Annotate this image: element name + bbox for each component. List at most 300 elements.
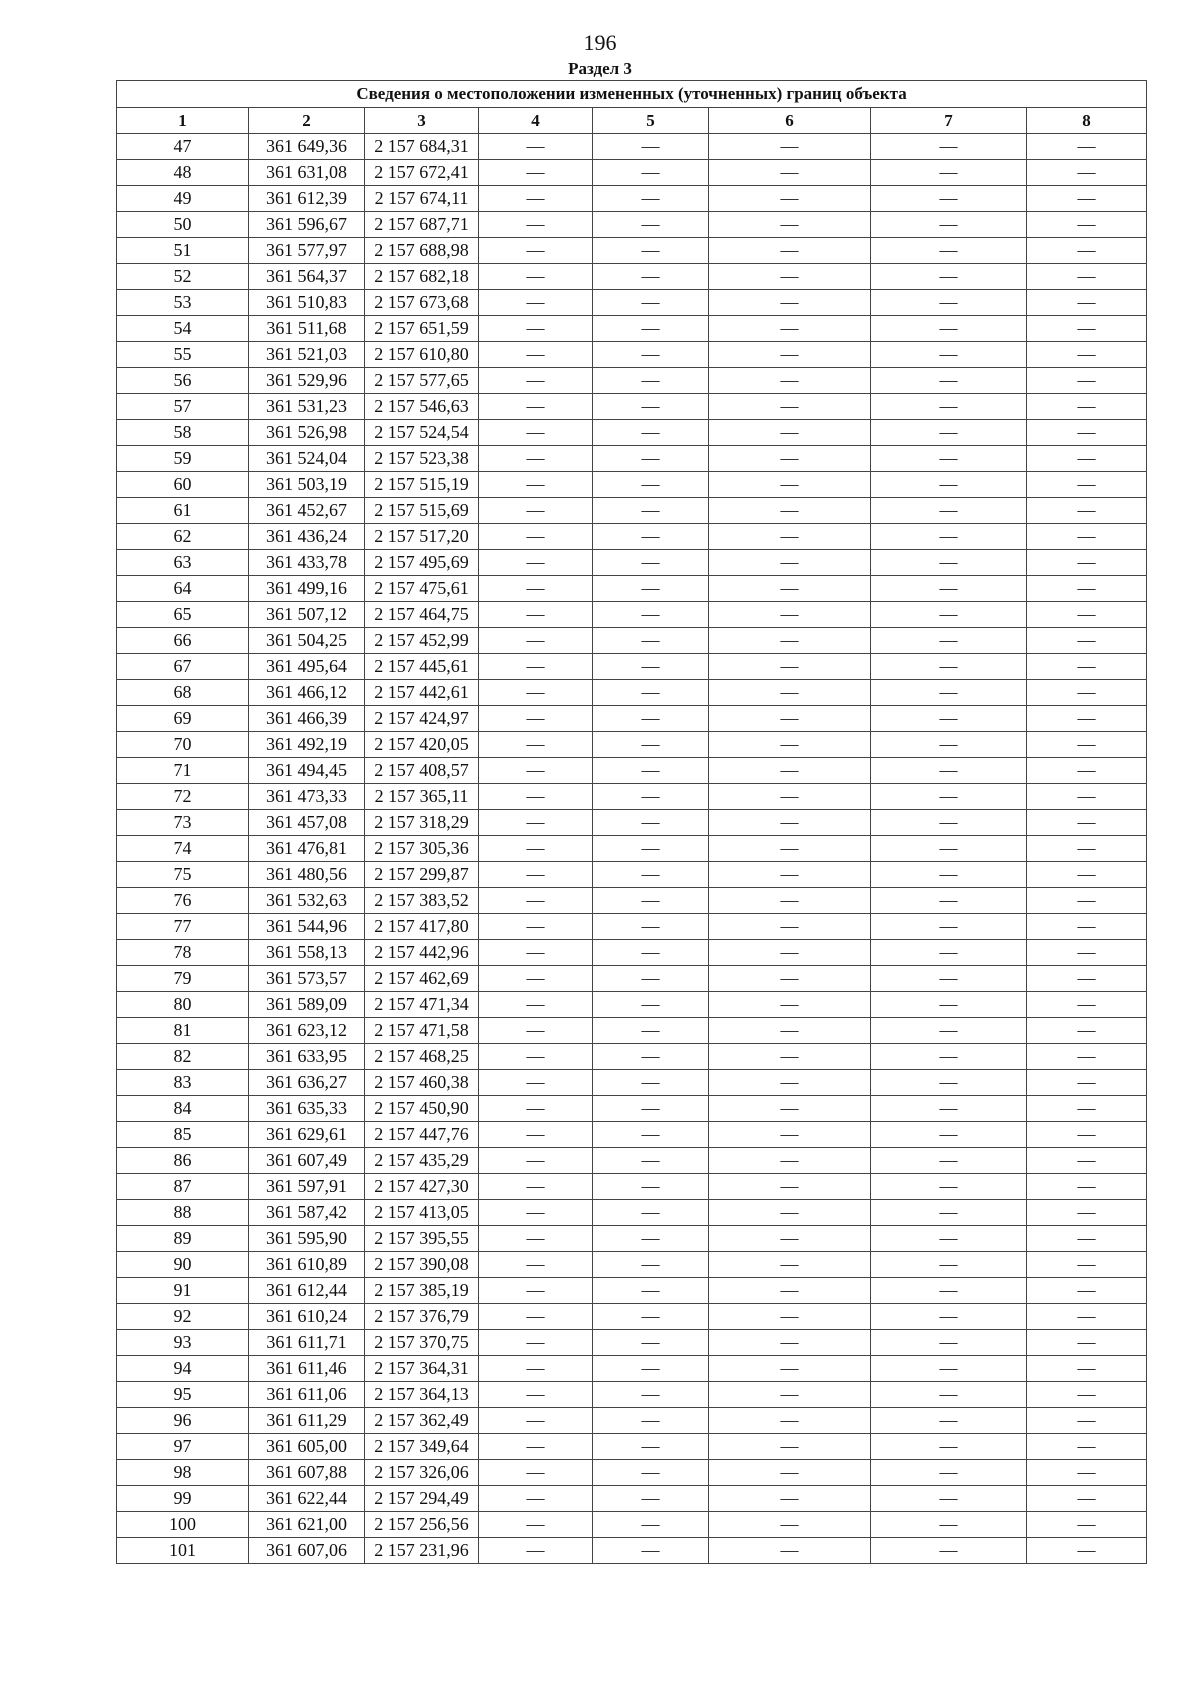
coordinate-y: 2 157 442,61 (365, 680, 479, 706)
section-title: Раздел 3 (568, 59, 632, 78)
coordinate-y: 2 157 427,30 (365, 1174, 479, 1200)
empty-value-dash: — (479, 1486, 593, 1512)
coordinate-x: 361 511,68 (249, 316, 365, 342)
empty-value-dash: — (871, 602, 1027, 628)
empty-value-dash: — (479, 862, 593, 888)
empty-value-dash: — (1027, 550, 1147, 576)
empty-value-dash: — (871, 1044, 1027, 1070)
point-number: 85 (117, 1122, 249, 1148)
point-number: 94 (117, 1356, 249, 1382)
empty-value-dash: — (479, 992, 593, 1018)
coordinate-x: 361 623,12 (249, 1018, 365, 1044)
coordinate-x: 361 503,19 (249, 472, 365, 498)
coordinate-y: 2 157 577,65 (365, 368, 479, 394)
coordinate-y: 2 157 395,55 (365, 1226, 479, 1252)
empty-value-dash: — (1027, 966, 1147, 992)
empty-value-dash: — (709, 524, 871, 550)
column-header: 5 (593, 108, 709, 134)
point-number: 83 (117, 1070, 249, 1096)
empty-value-dash: — (593, 290, 709, 316)
point-number: 61 (117, 498, 249, 524)
empty-value-dash: — (593, 1122, 709, 1148)
empty-value-dash: — (593, 1148, 709, 1174)
empty-value-dash: — (479, 1382, 593, 1408)
coordinate-y: 2 157 460,38 (365, 1070, 479, 1096)
empty-value-dash: — (1027, 446, 1147, 472)
empty-value-dash: — (479, 654, 593, 680)
empty-value-dash: — (871, 966, 1027, 992)
empty-value-dash: — (1027, 1044, 1147, 1070)
table-row (117, 1356, 1147, 1382)
empty-value-dash: — (479, 1330, 593, 1356)
table-caption-row (117, 81, 1147, 108)
empty-value-dash: — (871, 134, 1027, 160)
empty-value-dash: — (871, 1018, 1027, 1044)
coordinate-y: 2 157 231,96 (365, 1538, 479, 1564)
empty-value-dash: — (709, 186, 871, 212)
empty-value-dash: — (593, 316, 709, 342)
table-row (117, 940, 1147, 966)
empty-value-dash: — (1027, 1460, 1147, 1486)
empty-value-dash: — (871, 264, 1027, 290)
empty-value-dash: — (593, 966, 709, 992)
table-row (117, 1148, 1147, 1174)
empty-value-dash: — (871, 1408, 1027, 1434)
coordinate-x: 361 629,61 (249, 1122, 365, 1148)
coordinate-x: 361 622,44 (249, 1486, 365, 1512)
empty-value-dash: — (709, 1044, 871, 1070)
coordinate-x: 361 611,06 (249, 1382, 365, 1408)
empty-value-dash: — (593, 1434, 709, 1460)
empty-value-dash: — (709, 1278, 871, 1304)
column-header: 8 (1027, 108, 1147, 134)
table-row (117, 290, 1147, 316)
coordinate-x: 361 597,91 (249, 1174, 365, 1200)
empty-value-dash: — (1027, 1486, 1147, 1512)
table-row (117, 680, 1147, 706)
empty-value-dash: — (479, 1018, 593, 1044)
coordinate-y: 2 157 610,80 (365, 342, 479, 368)
point-number: 72 (117, 784, 249, 810)
empty-value-dash: — (871, 1330, 1027, 1356)
coordinate-x: 361 473,33 (249, 784, 365, 810)
empty-value-dash: — (479, 1070, 593, 1096)
empty-value-dash: — (871, 940, 1027, 966)
table-row (117, 550, 1147, 576)
empty-value-dash: — (871, 186, 1027, 212)
empty-value-dash: — (479, 1460, 593, 1486)
empty-value-dash: — (593, 1512, 709, 1538)
empty-value-dash: — (479, 784, 593, 810)
empty-value-dash: — (709, 1330, 871, 1356)
empty-value-dash: — (479, 1356, 593, 1382)
empty-value-dash: — (479, 264, 593, 290)
column-header: 4 (479, 108, 593, 134)
table-row (117, 732, 1147, 758)
empty-value-dash: — (871, 420, 1027, 446)
empty-value-dash: — (593, 628, 709, 654)
empty-value-dash: — (593, 1252, 709, 1278)
empty-value-dash: — (479, 940, 593, 966)
empty-value-dash: — (871, 758, 1027, 784)
column-header: 3 (365, 108, 479, 134)
point-number: 79 (117, 966, 249, 992)
table-row (117, 160, 1147, 186)
coordinate-x: 361 587,42 (249, 1200, 365, 1226)
empty-value-dash: — (709, 1538, 871, 1564)
point-number: 55 (117, 342, 249, 368)
point-number: 78 (117, 940, 249, 966)
coordinate-x: 361 436,24 (249, 524, 365, 550)
point-number: 54 (117, 316, 249, 342)
empty-value-dash: — (871, 1200, 1027, 1226)
empty-value-dash: — (593, 784, 709, 810)
table-row (117, 394, 1147, 420)
empty-value-dash: — (709, 1356, 871, 1382)
column-header-row (117, 108, 1147, 134)
coordinate-y: 2 157 452,99 (365, 628, 479, 654)
coordinate-y: 2 157 370,75 (365, 1330, 479, 1356)
coordinate-y: 2 157 468,25 (365, 1044, 479, 1070)
empty-value-dash: — (871, 888, 1027, 914)
coordinate-x: 361 480,56 (249, 862, 365, 888)
empty-value-dash: — (871, 1512, 1027, 1538)
coordinate-x: 361 607,06 (249, 1538, 365, 1564)
point-number: 74 (117, 836, 249, 862)
coordinate-y: 2 157 408,57 (365, 758, 479, 784)
empty-value-dash: — (1027, 680, 1147, 706)
empty-value-dash: — (871, 498, 1027, 524)
empty-value-dash: — (871, 212, 1027, 238)
coordinate-x: 361 611,46 (249, 1356, 365, 1382)
empty-value-dash: — (593, 1174, 709, 1200)
empty-value-dash: — (593, 1278, 709, 1304)
empty-value-dash: — (1027, 940, 1147, 966)
table-row (117, 1434, 1147, 1460)
point-number: 70 (117, 732, 249, 758)
coordinate-y: 2 157 524,54 (365, 420, 479, 446)
table-row (117, 1070, 1147, 1096)
coordinate-x: 361 466,39 (249, 706, 365, 732)
empty-value-dash: — (479, 732, 593, 758)
empty-value-dash: — (593, 446, 709, 472)
table-row (117, 134, 1147, 160)
table-row (117, 758, 1147, 784)
point-number: 58 (117, 420, 249, 446)
coordinate-y: 2 157 515,19 (365, 472, 479, 498)
point-number: 73 (117, 810, 249, 836)
point-number: 51 (117, 238, 249, 264)
coordinate-y: 2 157 326,06 (365, 1460, 479, 1486)
empty-value-dash: — (709, 784, 871, 810)
empty-value-dash: — (871, 1278, 1027, 1304)
empty-value-dash: — (709, 550, 871, 576)
empty-value-dash: — (709, 160, 871, 186)
point-number: 75 (117, 862, 249, 888)
empty-value-dash: — (709, 498, 871, 524)
point-number: 67 (117, 654, 249, 680)
empty-value-dash: — (871, 394, 1027, 420)
empty-value-dash: — (479, 420, 593, 446)
table-row (117, 602, 1147, 628)
coordinate-x: 361 611,29 (249, 1408, 365, 1434)
column-header: 2 (249, 108, 365, 134)
table-row (117, 966, 1147, 992)
empty-value-dash: — (1027, 420, 1147, 446)
empty-value-dash: — (479, 1148, 593, 1174)
empty-value-dash: — (709, 264, 871, 290)
point-number: 88 (117, 1200, 249, 1226)
point-number: 81 (117, 1018, 249, 1044)
empty-value-dash: — (1027, 394, 1147, 420)
empty-value-dash: — (479, 472, 593, 498)
table-row (117, 576, 1147, 602)
empty-value-dash: — (1027, 342, 1147, 368)
table-row (117, 654, 1147, 680)
empty-value-dash: — (1027, 1512, 1147, 1538)
empty-value-dash: — (479, 394, 593, 420)
column-header: 7 (871, 108, 1027, 134)
coordinate-x: 361 495,64 (249, 654, 365, 680)
empty-value-dash: — (593, 264, 709, 290)
point-number: 76 (117, 888, 249, 914)
empty-value-dash: — (593, 576, 709, 602)
empty-value-dash: — (593, 524, 709, 550)
empty-value-dash: — (709, 680, 871, 706)
empty-value-dash: — (479, 602, 593, 628)
empty-value-dash: — (1027, 1174, 1147, 1200)
coordinate-y: 2 157 546,63 (365, 394, 479, 420)
point-number: 87 (117, 1174, 249, 1200)
empty-value-dash: — (593, 368, 709, 394)
table-row (117, 1174, 1147, 1200)
point-number: 93 (117, 1330, 249, 1356)
empty-value-dash: — (593, 160, 709, 186)
coordinate-y: 2 157 684,31 (365, 134, 479, 160)
empty-value-dash: — (479, 706, 593, 732)
empty-value-dash: — (479, 498, 593, 524)
coordinate-y: 2 157 672,41 (365, 160, 479, 186)
empty-value-dash: — (479, 628, 593, 654)
empty-value-dash: — (593, 134, 709, 160)
empty-value-dash: — (1027, 784, 1147, 810)
coordinate-x: 361 526,98 (249, 420, 365, 446)
empty-value-dash: — (871, 316, 1027, 342)
empty-value-dash: — (1027, 862, 1147, 888)
point-number: 97 (117, 1434, 249, 1460)
empty-value-dash: — (479, 446, 593, 472)
empty-value-dash: — (479, 1226, 593, 1252)
empty-value-dash: — (709, 446, 871, 472)
point-number: 96 (117, 1408, 249, 1434)
point-number: 69 (117, 706, 249, 732)
empty-value-dash: — (709, 1252, 871, 1278)
empty-value-dash: — (871, 1538, 1027, 1564)
point-number: 53 (117, 290, 249, 316)
coordinate-y: 2 157 256,56 (365, 1512, 479, 1538)
empty-value-dash: — (479, 914, 593, 940)
coordinate-x: 361 610,24 (249, 1304, 365, 1330)
coordinate-y: 2 157 471,34 (365, 992, 479, 1018)
empty-value-dash: — (871, 1122, 1027, 1148)
coordinate-x: 361 433,78 (249, 550, 365, 576)
coordinate-y: 2 157 364,31 (365, 1356, 479, 1382)
coordinate-y: 2 157 364,13 (365, 1382, 479, 1408)
empty-value-dash: — (479, 1408, 593, 1434)
empty-value-dash: — (1027, 290, 1147, 316)
coordinate-y: 2 157 447,76 (365, 1122, 479, 1148)
point-number: 71 (117, 758, 249, 784)
empty-value-dash: — (593, 836, 709, 862)
coordinate-y: 2 157 417,80 (365, 914, 479, 940)
column-header: 1 (117, 108, 249, 134)
empty-value-dash: — (1027, 888, 1147, 914)
point-number: 65 (117, 602, 249, 628)
empty-value-dash: — (709, 888, 871, 914)
empty-value-dash: — (871, 446, 1027, 472)
coordinate-x: 361 452,67 (249, 498, 365, 524)
coordinate-x: 361 499,16 (249, 576, 365, 602)
empty-value-dash: — (1027, 810, 1147, 836)
empty-value-dash: — (709, 212, 871, 238)
coordinate-x: 361 544,96 (249, 914, 365, 940)
coordinate-x: 361 612,39 (249, 186, 365, 212)
point-number: 91 (117, 1278, 249, 1304)
table-row (117, 212, 1147, 238)
coordinate-x: 361 649,36 (249, 134, 365, 160)
empty-value-dash: — (709, 238, 871, 264)
empty-value-dash: — (593, 420, 709, 446)
coordinate-x: 361 564,37 (249, 264, 365, 290)
table-row (117, 862, 1147, 888)
coordinate-y: 2 157 365,11 (365, 784, 479, 810)
table-row (117, 472, 1147, 498)
table-row (117, 186, 1147, 212)
column-header: 6 (709, 108, 871, 134)
empty-value-dash: — (593, 888, 709, 914)
coordinate-x: 361 631,08 (249, 160, 365, 186)
table-row (117, 368, 1147, 394)
empty-value-dash: — (479, 1044, 593, 1070)
empty-value-dash: — (479, 1512, 593, 1538)
empty-value-dash: — (871, 290, 1027, 316)
coordinate-y: 2 157 688,98 (365, 238, 479, 264)
point-number: 48 (117, 160, 249, 186)
empty-value-dash: — (593, 914, 709, 940)
table-row (117, 1278, 1147, 1304)
empty-value-dash: — (1027, 706, 1147, 732)
coordinate-x: 361 596,67 (249, 212, 365, 238)
table-row (117, 628, 1147, 654)
empty-value-dash: — (479, 888, 593, 914)
empty-value-dash: — (593, 862, 709, 888)
empty-value-dash: — (871, 862, 1027, 888)
table-row (117, 446, 1147, 472)
table-row (117, 264, 1147, 290)
coordinate-x: 361 636,27 (249, 1070, 365, 1096)
empty-value-dash: — (593, 1408, 709, 1434)
coordinate-x: 361 610,89 (249, 1252, 365, 1278)
table-row (117, 1226, 1147, 1252)
empty-value-dash: — (1027, 1200, 1147, 1226)
empty-value-dash: — (709, 732, 871, 758)
empty-value-dash: — (593, 1460, 709, 1486)
coordinate-x: 361 595,90 (249, 1226, 365, 1252)
empty-value-dash: — (479, 550, 593, 576)
table-row (117, 810, 1147, 836)
table-row (117, 1200, 1147, 1226)
coordinate-x: 361 607,88 (249, 1460, 365, 1486)
empty-value-dash: — (593, 342, 709, 368)
coordinate-x: 361 494,45 (249, 758, 365, 784)
table-row (117, 1122, 1147, 1148)
coordinate-y: 2 157 517,20 (365, 524, 479, 550)
empty-value-dash: — (479, 1252, 593, 1278)
coordinate-x: 361 612,44 (249, 1278, 365, 1304)
point-number: 89 (117, 1226, 249, 1252)
empty-value-dash: — (871, 1356, 1027, 1382)
empty-value-dash: — (1027, 576, 1147, 602)
empty-value-dash: — (709, 810, 871, 836)
point-number: 86 (117, 1148, 249, 1174)
empty-value-dash: — (1027, 602, 1147, 628)
point-number: 82 (117, 1044, 249, 1070)
empty-value-dash: — (1027, 1252, 1147, 1278)
empty-value-dash: — (593, 680, 709, 706)
point-number: 99 (117, 1486, 249, 1512)
empty-value-dash: — (871, 1460, 1027, 1486)
point-number: 62 (117, 524, 249, 550)
coordinate-y: 2 157 450,90 (365, 1096, 479, 1122)
empty-value-dash: — (871, 524, 1027, 550)
coordinate-y: 2 157 515,69 (365, 498, 479, 524)
coordinate-x: 361 611,71 (249, 1330, 365, 1356)
coordinate-y: 2 157 413,05 (365, 1200, 479, 1226)
empty-value-dash: — (593, 1486, 709, 1512)
table-caption: Сведения о местоположении измененных (уточненных) границ объекта (117, 81, 1147, 108)
coordinate-y: 2 157 420,05 (365, 732, 479, 758)
coordinate-y: 2 157 442,96 (365, 940, 479, 966)
empty-value-dash: — (709, 1226, 871, 1252)
coordinate-y: 2 157 687,71 (365, 212, 479, 238)
coordinate-y: 2 157 349,64 (365, 1434, 479, 1460)
empty-value-dash: — (871, 784, 1027, 810)
empty-value-dash: — (871, 810, 1027, 836)
empty-value-dash: — (1027, 1330, 1147, 1356)
coordinate-y: 2 157 435,29 (365, 1148, 479, 1174)
table-row (117, 498, 1147, 524)
table-row (117, 914, 1147, 940)
table-row (117, 992, 1147, 1018)
coordinate-y: 2 157 318,29 (365, 810, 479, 836)
point-number: 84 (117, 1096, 249, 1122)
coordinate-x: 361 532,63 (249, 888, 365, 914)
empty-value-dash: — (709, 420, 871, 446)
coordinate-y: 2 157 424,97 (365, 706, 479, 732)
table-row (117, 836, 1147, 862)
empty-value-dash: — (871, 368, 1027, 394)
empty-value-dash: — (1027, 238, 1147, 264)
empty-value-dash: — (1027, 1148, 1147, 1174)
empty-value-dash: — (709, 628, 871, 654)
empty-value-dash: — (593, 394, 709, 420)
empty-value-dash: — (1027, 212, 1147, 238)
coordinate-x: 361 621,00 (249, 1512, 365, 1538)
table-row (117, 1382, 1147, 1408)
empty-value-dash: — (1027, 654, 1147, 680)
empty-value-dash: — (479, 680, 593, 706)
coordinate-y: 2 157 294,49 (365, 1486, 479, 1512)
